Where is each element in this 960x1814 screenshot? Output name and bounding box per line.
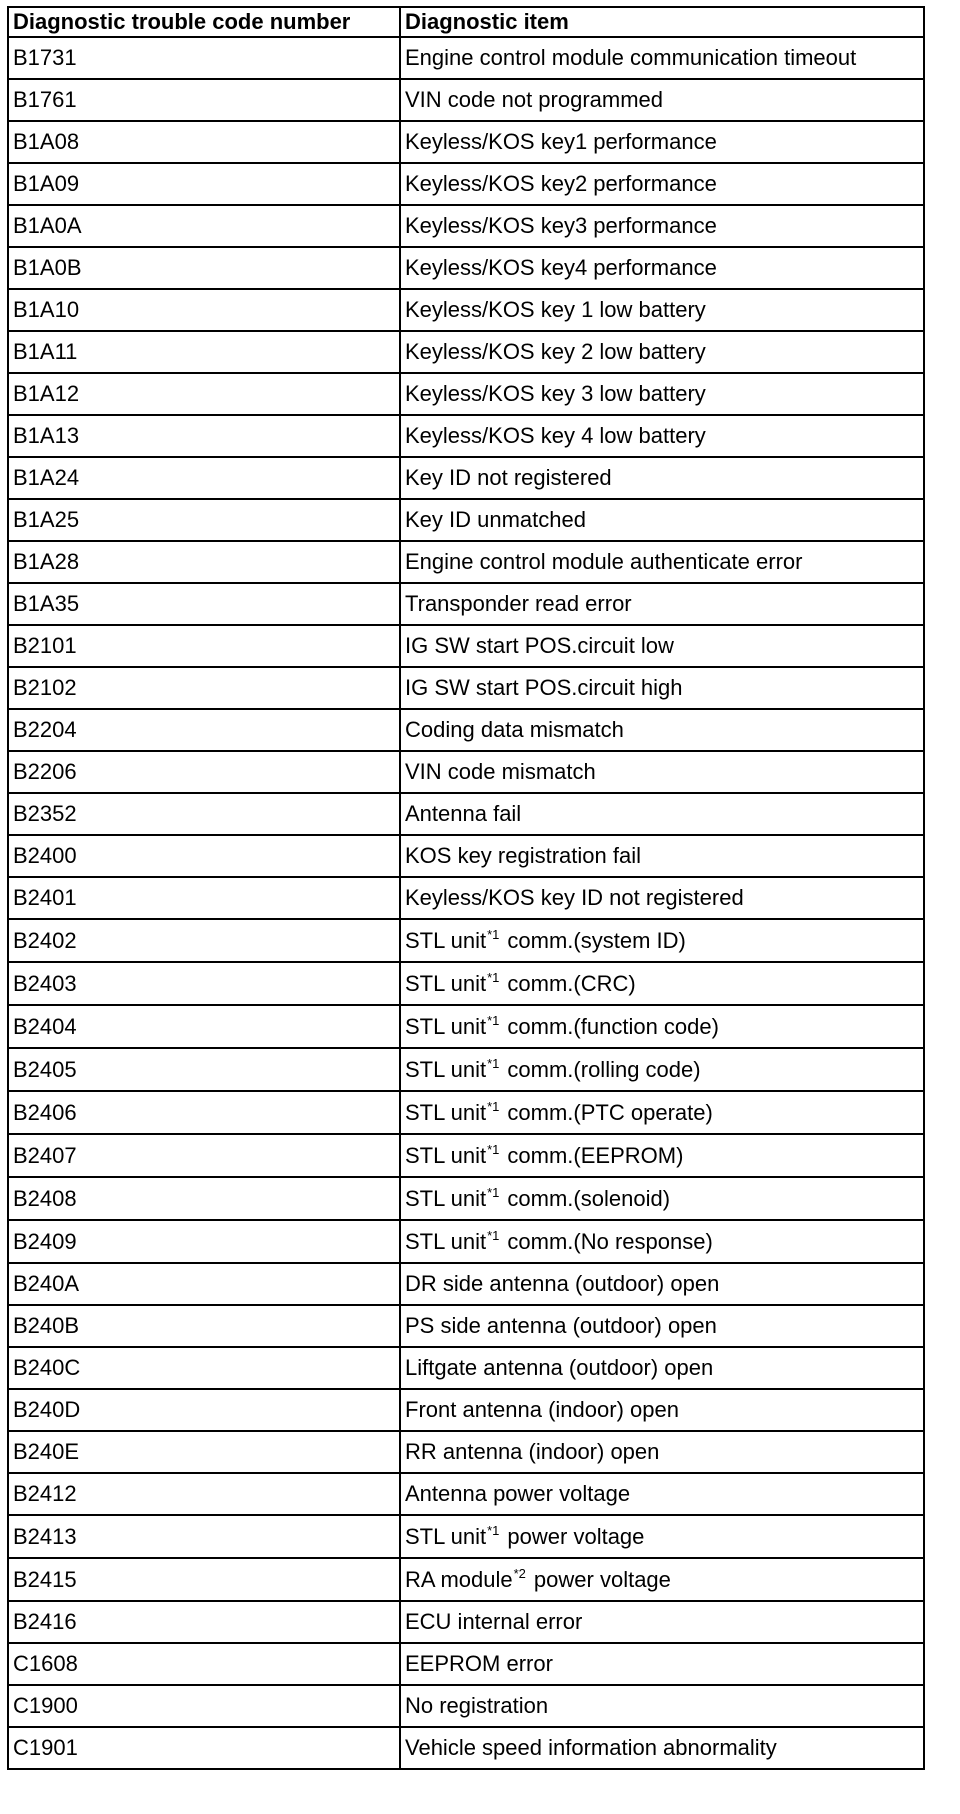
dtc-code: B2101 [8, 625, 400, 667]
diagnostic-item [400, 163, 924, 205]
diagnostic-item [400, 835, 924, 877]
footnote-marker: *1 [487, 1522, 500, 1538]
dtc-code: B240B [8, 1305, 400, 1347]
diagnostic-item [400, 962, 924, 1005]
diagnostic-item-suffix: comm.(PTC operate) [507, 1099, 713, 1125]
diagnostic-item [400, 1305, 924, 1347]
diagnostic-item-text: IG SW start POS.circuit low [405, 633, 674, 658]
footnote-marker: *1 [487, 1055, 500, 1071]
diagnostic-item-text: Vehicle speed information abnormality [405, 1735, 777, 1760]
table-row [8, 583, 924, 625]
table-row [8, 163, 924, 205]
dtc-code: B2206 [8, 751, 400, 793]
table-row [8, 457, 924, 499]
table-row [8, 1601, 924, 1643]
table-row [8, 919, 924, 962]
table-row [8, 667, 924, 709]
dtc-code: B2403 [8, 962, 400, 1005]
table-row [8, 625, 924, 667]
diagnostic-item-suffix: comm.(No response) [507, 1228, 713, 1254]
table-row [8, 1263, 924, 1305]
diagnostic-item-suffix: comm.(system ID) [507, 927, 686, 953]
diagnostic-item [400, 1601, 924, 1643]
table-row [8, 835, 924, 877]
diagnostic-item [400, 541, 924, 583]
footnote-marker: *1 [487, 926, 500, 942]
table-row [8, 1347, 924, 1389]
diagnostic-item [400, 751, 924, 793]
dtc-code: B240E [8, 1431, 400, 1473]
diagnostic-item [400, 289, 924, 331]
diagnostic-item-suffix: power voltage [507, 1523, 645, 1549]
dtc-code: B2352 [8, 793, 400, 835]
dtc-code: B2412 [8, 1473, 400, 1515]
footnote-marker: *1 [487, 1227, 500, 1243]
table-row [8, 709, 924, 751]
table-row [8, 289, 924, 331]
footnote-marker: *1 [487, 1141, 500, 1157]
diagnostic-item-text: Antenna power voltage [405, 1481, 631, 1506]
table-row [8, 79, 924, 121]
diagnostic-item [400, 331, 924, 373]
diagnostic-item [400, 1134, 924, 1177]
dtc-table [7, 6, 925, 1770]
diagnostic-item-text: STL unit [405, 1013, 487, 1039]
diagnostic-item [400, 625, 924, 667]
diagnostic-item [400, 1643, 924, 1685]
dtc-code: C1608 [8, 1643, 400, 1685]
table-row [8, 331, 924, 373]
dtc-code: B1A13 [8, 415, 400, 457]
diagnostic-item-text: STL unit [405, 1099, 487, 1125]
diagnostic-item-text: DR side antenna (outdoor) open [405, 1271, 720, 1296]
diagnostic-item-text: STL unit [405, 1056, 487, 1082]
diagnostic-item-text: Antenna fail [405, 801, 522, 826]
table-row [8, 37, 924, 79]
dtc-code: B2406 [8, 1091, 400, 1134]
diagnostic-item [400, 205, 924, 247]
diagnostic-item-text: Keyless/KOS key2 performance [405, 171, 717, 196]
diagnostic-item-text: PS side antenna (outdoor) open [405, 1313, 717, 1338]
header-row [8, 7, 924, 37]
diagnostic-item [400, 1431, 924, 1473]
dtc-code: B1A09 [8, 163, 400, 205]
table-row [8, 1177, 924, 1220]
diagnostic-item [400, 121, 924, 163]
diagnostic-item-suffix: comm.(EEPROM) [507, 1142, 684, 1168]
diagnostic-item-suffix: comm.(function code) [507, 1013, 719, 1039]
dtc-code: B2401 [8, 877, 400, 919]
diagnostic-item-text: STL unit [405, 970, 487, 996]
diagnostic-item-text: IG SW start POS.circuit high [405, 675, 683, 700]
dtc-code: C1900 [8, 1685, 400, 1727]
dtc-code: B1A25 [8, 499, 400, 541]
diagnostic-item-text: Transponder read error [405, 591, 632, 616]
diagnostic-item-text: RR antenna (indoor) open [405, 1439, 660, 1464]
table-row [8, 793, 924, 835]
header-code: Diagnostic trouble code number [8, 7, 400, 37]
diagnostic-item [400, 1558, 924, 1601]
footnote-marker: *2 [513, 1565, 526, 1581]
table-row [8, 1685, 924, 1727]
diagnostic-item [400, 415, 924, 457]
table-row [8, 541, 924, 583]
diagnostic-item-text: Keyless/KOS key 4 low battery [405, 423, 706, 448]
diagnostic-item [400, 1220, 924, 1263]
dtc-code: B240C [8, 1347, 400, 1389]
table-row [8, 1431, 924, 1473]
diagnostic-item [400, 583, 924, 625]
diagnostic-item-text: VIN code mismatch [405, 759, 596, 784]
table-row [8, 247, 924, 289]
dtc-code: B1731 [8, 37, 400, 79]
dtc-code: B1A0A [8, 205, 400, 247]
dtc-code: B2102 [8, 667, 400, 709]
diagnostic-item-text: Key ID not registered [405, 465, 612, 490]
table-row [8, 751, 924, 793]
dtc-code: B2408 [8, 1177, 400, 1220]
footnote-marker: *1 [487, 1012, 500, 1028]
diagnostic-item [400, 1347, 924, 1389]
dtc-code: B1A08 [8, 121, 400, 163]
table-row [8, 121, 924, 163]
table-row [8, 1515, 924, 1558]
diagnostic-item [400, 793, 924, 835]
table-row [8, 415, 924, 457]
diagnostic-item-text: STL unit [405, 927, 487, 953]
diagnostic-item [400, 1263, 924, 1305]
diagnostic-item [400, 1389, 924, 1431]
diagnostic-item [400, 919, 924, 962]
diagnostic-item [400, 1685, 924, 1727]
table-row [8, 1558, 924, 1601]
dtc-code: B1A24 [8, 457, 400, 499]
table-row [8, 499, 924, 541]
dtc-code: C1901 [8, 1727, 400, 1769]
diagnostic-item [400, 1048, 924, 1091]
diagnostic-item [400, 1091, 924, 1134]
diagnostic-item [400, 457, 924, 499]
header-item: Diagnostic item [400, 7, 924, 37]
diagnostic-item-text: ECU internal error [405, 1609, 583, 1634]
diagnostic-item [400, 1177, 924, 1220]
table-row [8, 1305, 924, 1347]
dtc-code: B1A11 [8, 331, 400, 373]
diagnostic-item [400, 1473, 924, 1515]
diagnostic-item-text: Engine control module authenticate error [405, 549, 803, 574]
diagnostic-item-text: STL unit [405, 1142, 487, 1168]
dtc-code: B1761 [8, 79, 400, 121]
dtc-code: B2409 [8, 1220, 400, 1263]
table-row [8, 1389, 924, 1431]
dtc-code: B2204 [8, 709, 400, 751]
diagnostic-item-text: Keyless/KOS key1 performance [405, 129, 717, 154]
dtc-code: B2416 [8, 1601, 400, 1643]
dtc-code: B1A0B [8, 247, 400, 289]
footnote-marker: *1 [487, 1184, 500, 1200]
diagnostic-item-text: STL unit [405, 1228, 487, 1254]
dtc-code: B2400 [8, 835, 400, 877]
diagnostic-item-text: Liftgate antenna (outdoor) open [405, 1355, 714, 1380]
diagnostic-item [400, 247, 924, 289]
footnote-marker: *1 [487, 1098, 500, 1114]
diagnostic-item-text: Keyless/KOS key3 performance [405, 213, 717, 238]
table-row [8, 1473, 924, 1515]
table-row [8, 877, 924, 919]
dtc-code: B2415 [8, 1558, 400, 1601]
diagnostic-item-suffix: comm.(solenoid) [507, 1185, 671, 1211]
diagnostic-item-suffix: power voltage [533, 1566, 671, 1592]
dtc-code: B1A35 [8, 583, 400, 625]
diagnostic-item-suffix: comm.(rolling code) [507, 1056, 701, 1082]
diagnostic-item [400, 877, 924, 919]
diagnostic-item-text: Keyless/KOS key 1 low battery [405, 297, 706, 322]
diagnostic-item-text: Keyless/KOS key ID not registered [405, 885, 744, 910]
table-row [8, 1220, 924, 1263]
diagnostic-item-text: KOS key registration fail [405, 843, 641, 868]
diagnostic-item-text: Key ID unmatched [405, 507, 586, 532]
dtc-code: B1A10 [8, 289, 400, 331]
diagnostic-item-suffix: comm.(CRC) [507, 970, 636, 996]
diagnostic-item-text: Front antenna (indoor) open [405, 1397, 679, 1422]
diagnostic-item [400, 79, 924, 121]
diagnostic-item [400, 499, 924, 541]
table-row [8, 1727, 924, 1769]
dtc-code: B240D [8, 1389, 400, 1431]
diagnostic-item [400, 1727, 924, 1769]
dtc-code: B2405 [8, 1048, 400, 1091]
table-header [8, 7, 924, 37]
dtc-code: B2404 [8, 1005, 400, 1048]
diagnostic-item [400, 1005, 924, 1048]
table-row [8, 205, 924, 247]
table-body [8, 37, 924, 1769]
footnote-marker: *1 [487, 969, 500, 985]
diagnostic-item [400, 373, 924, 415]
diagnostic-item-text: STL unit [405, 1523, 487, 1549]
diagnostic-item-text: VIN code not programmed [405, 87, 664, 112]
dtc-code: B2413 [8, 1515, 400, 1558]
diagnostic-item-text: RA module [405, 1566, 513, 1592]
diagnostic-item [400, 667, 924, 709]
dtc-code: B2407 [8, 1134, 400, 1177]
table-row [8, 1005, 924, 1048]
diagnostic-item [400, 709, 924, 751]
diagnostic-item-text: STL unit [405, 1185, 487, 1211]
table-row [8, 1134, 924, 1177]
diagnostic-item [400, 1515, 924, 1558]
diagnostic-item-text: EEPROM error [405, 1651, 553, 1676]
dtc-code: B240A [8, 1263, 400, 1305]
dtc-code: B1A12 [8, 373, 400, 415]
diagnostic-item-text: Coding data mismatch [405, 717, 624, 742]
table-row [8, 1048, 924, 1091]
table-row [8, 1643, 924, 1685]
dtc-code: B2402 [8, 919, 400, 962]
diagnostic-item-text: Keyless/KOS key4 performance [405, 255, 717, 280]
dtc-code: B1A28 [8, 541, 400, 583]
table-row [8, 373, 924, 415]
diagnostic-item-text: Engine control module communication timeout [405, 45, 857, 70]
diagnostic-item-text: Keyless/KOS key 3 low battery [405, 381, 706, 406]
diagnostic-item-text: Keyless/KOS key 2 low battery [405, 339, 706, 364]
table-row [8, 962, 924, 1005]
table-row [8, 1091, 924, 1134]
diagnostic-item [400, 37, 924, 79]
diagnostic-item-text: No registration [405, 1693, 549, 1718]
